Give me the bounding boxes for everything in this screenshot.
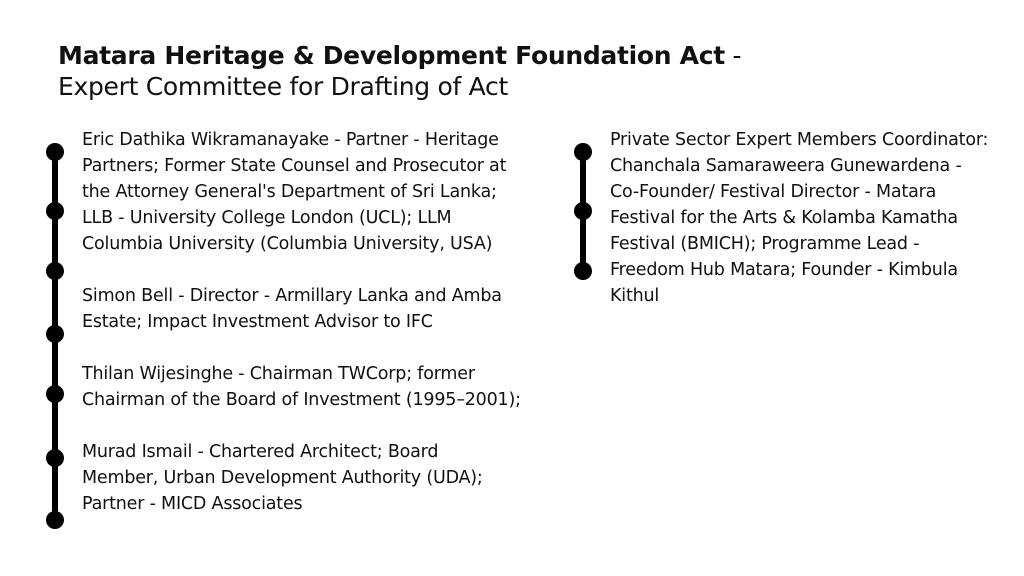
timeline-dot	[46, 202, 64, 220]
coordinator-entry: Private Sector Expert Members Coordinator: Chanchala Samaraweera Gunewardena - Co-Founder/ Festival Director - Matara Festival for the Arts & Kolamba Kamatha Festival (BMICH); Programme Lead - Freedom Hub Matara; Founder - Kimbula Kithul	[610, 130, 989, 306]
title-subtitle: Expert Committee for Drafting of Act	[58, 72, 508, 101]
title-main: Matara Heritage & Development Foundation Act	[58, 41, 725, 70]
timeline-dot	[46, 385, 64, 403]
timeline-dot	[46, 511, 64, 529]
timeline-dot	[574, 262, 592, 280]
timeline-dot	[46, 262, 64, 280]
member-entry-ismail: Murad Ismail - Chartered Architect; Board Member, Urban Development Authority (UDA); Partner - MICD Associates	[82, 442, 483, 514]
left-timeline	[40, 140, 70, 532]
member-entry-wijesinghe: Thilan Wijesinghe - Chairman TWCorp; former Chairman of the Board of Investment (1995–2001);	[82, 364, 521, 410]
timeline-dot	[46, 143, 64, 161]
timeline-dot	[46, 325, 64, 343]
left-member-list	[82, 127, 562, 517]
page-title	[58, 40, 958, 102]
right-timeline	[568, 140, 598, 282]
right-coordinator-block	[610, 127, 1020, 309]
timeline-dot	[46, 449, 64, 467]
timeline-dot	[574, 143, 592, 161]
member-entry-bell: Simon Bell - Director - Armillary Lanka and Amba Estate; Impact Investment Advisor to IFC	[82, 286, 502, 332]
title-separator: -	[724, 41, 742, 70]
member-entry-wikramanayake: Eric Dathika Wikramanayake - Partner - Heritage Partners; Former State Counsel and Prosecutor at the Attorney General's Department of Sri Lanka; LLB - University College London (UCL); LLM Columbia University (Columbia University, USA)	[82, 130, 507, 254]
timeline-dot	[574, 202, 592, 220]
